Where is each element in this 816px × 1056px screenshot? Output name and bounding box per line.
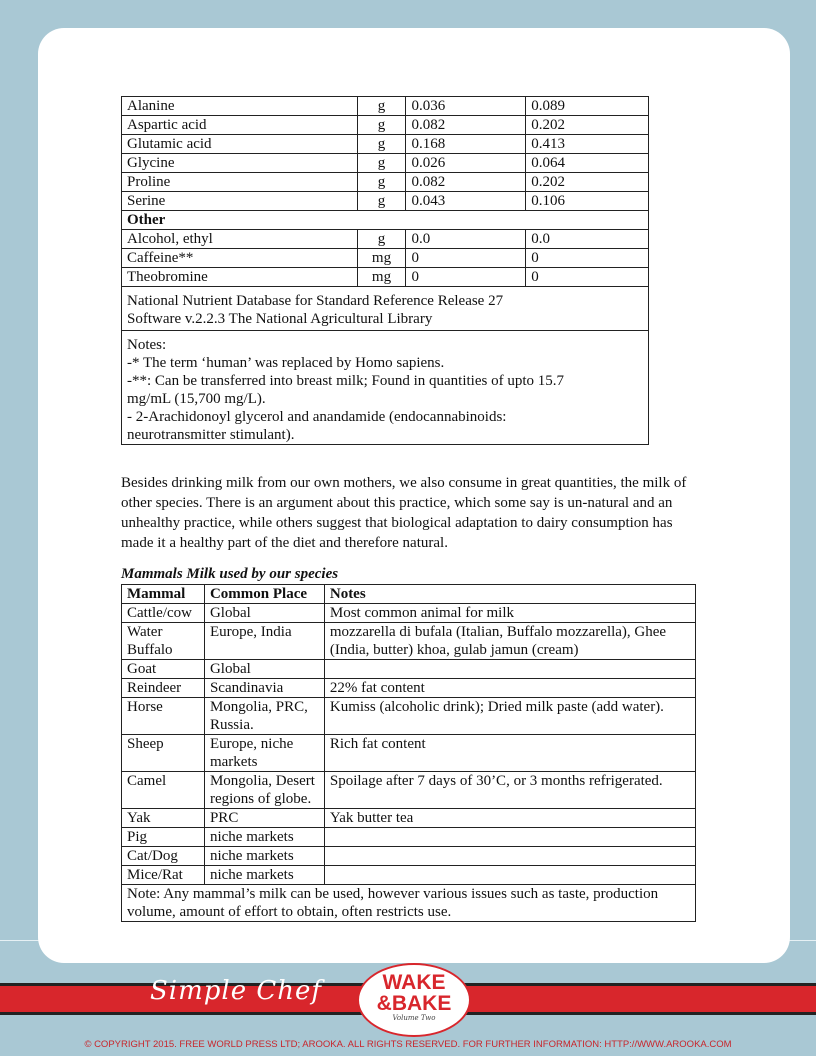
- mammal-name: Mice/Rat: [122, 866, 205, 885]
- common-place: niche markets: [204, 828, 324, 847]
- mammal-notes: 22% fat content: [324, 679, 695, 698]
- nutrient-unit: g: [357, 135, 406, 154]
- nutrient-row: [122, 249, 649, 268]
- nutrient-value: 0.413: [526, 135, 649, 154]
- nutrient-name: Glycine: [122, 154, 358, 173]
- logo-subtitle: Volume Two: [392, 1014, 436, 1022]
- mammal-name: Cattle/cow: [122, 604, 205, 623]
- nutrient-value: 0.036: [406, 97, 526, 116]
- nutrient-value: 0.043: [406, 192, 526, 211]
- brand-simple-chef: Simple Chef: [150, 976, 323, 1006]
- nutrient-row: [122, 173, 649, 192]
- nutrient-name: Theobromine: [122, 268, 358, 287]
- nutrient-name: Proline: [122, 173, 358, 192]
- mammal-notes: [324, 847, 695, 866]
- notes-line: neurotransmitter stimulant).: [127, 427, 295, 443]
- nutrient-row: [122, 268, 649, 287]
- notes-row: [122, 331, 649, 445]
- common-place: Global: [204, 660, 324, 679]
- notes-cell: [122, 331, 649, 445]
- nutrient-value: 0.064: [526, 154, 649, 173]
- nutrient-unit: g: [357, 154, 406, 173]
- nutrient-name: Glutamic acid: [122, 135, 358, 154]
- notes-line: -**: Can be transferred into breast milk; Found in quantities of upto 15.7: [127, 373, 565, 389]
- nutrient-row: [122, 192, 649, 211]
- notes-line: - 2-Arachidonoyl glycerol and anandamide (endocannabinoids:: [127, 409, 507, 425]
- mammal-header-row: [122, 585, 696, 604]
- notes-line: Notes:: [127, 337, 167, 353]
- nutrient-value: 0.0: [526, 230, 649, 249]
- common-place: niche markets: [204, 847, 324, 866]
- source-line: National Nutrient Database for Standard Reference Release 27: [127, 293, 504, 309]
- nutrient-name: Alanine: [122, 97, 358, 116]
- mammal-notes: Most common animal for milk: [324, 604, 695, 623]
- mammal-name: Water Buffalo: [122, 623, 205, 660]
- nutrient-value: 0.202: [526, 173, 649, 192]
- table-row: [122, 772, 696, 809]
- nutrient-value: 0: [406, 268, 526, 287]
- table-row: [122, 660, 696, 679]
- mammal-notes: [324, 828, 695, 847]
- nutrient-unit: g: [357, 116, 406, 135]
- common-place: Europe, India: [204, 623, 324, 660]
- body-paragraph: Besides drinking milk from our own mothers, we also consume in great quantities, the milk of other species. There is an argument about this practice, which some say is un-natural and an unhealthy practice, while others suggest that biological adaptation to dairy consumption has made it a healthy part of the diet and therefore natural.: [121, 475, 687, 551]
- common-place: Global: [204, 604, 324, 623]
- table-row: [122, 679, 696, 698]
- mammal-name: Sheep: [122, 735, 205, 772]
- nutrient-value: 0: [526, 249, 649, 268]
- common-place: Scandinavia: [204, 679, 324, 698]
- nutrient-unit: g: [357, 97, 406, 116]
- mammal-name: Yak: [122, 809, 205, 828]
- nutrient-name: Caffeine**: [122, 249, 358, 268]
- mammal-note: Note: Any mammal’s milk can be used, however various issues such as taste, production volume, amount of effort to obtain, often restricts use.: [122, 885, 696, 922]
- source-citation: [122, 287, 649, 331]
- nutrient-value: 0: [406, 249, 526, 268]
- nutrient-value: 0.168: [406, 135, 526, 154]
- mammal-notes: Spoilage after 7 days of 30’C, or 3 months refrigerated.: [324, 772, 695, 809]
- mammal-notes: Yak butter tea: [324, 809, 695, 828]
- nutrient-unit: g: [357, 230, 406, 249]
- column-header: Mammal: [122, 585, 205, 604]
- mammal-name: Camel: [122, 772, 205, 809]
- nutrient-row: [122, 97, 649, 116]
- table-row: [122, 623, 696, 660]
- mammal-notes: [324, 660, 695, 679]
- table-row: [122, 698, 696, 735]
- table-row: [122, 847, 696, 866]
- table-row: [122, 809, 696, 828]
- table-row: [122, 828, 696, 847]
- mammal-table-caption: Mammals Milk used by our species: [121, 566, 339, 582]
- nutrient-table: [121, 96, 649, 445]
- nutrient-name: Serine: [122, 192, 358, 211]
- other-header-row: [122, 211, 649, 230]
- mammal-note-row: [122, 885, 696, 922]
- column-header: Notes: [324, 585, 695, 604]
- mammal-notes: Kumiss (alcoholic drink); Dried milk paste (add water).: [324, 698, 695, 735]
- mammal-notes: [324, 866, 695, 885]
- mammal-name: Pig: [122, 828, 205, 847]
- mammal-notes: Rich fat content: [324, 735, 695, 772]
- section-header-other: Other: [122, 211, 649, 230]
- source-row: [122, 287, 649, 331]
- table-row: [122, 866, 696, 885]
- copyright-notice[interactable]: © COPYRIGHT 2015. FREE WORLD PRESS LTD; AROOKA. ALL RIGHTS RESERVED. FOR FURTHER INFORMATION: HTTP://WWW.AROOKA.COM: [84, 1039, 732, 1050]
- column-header: Common Place: [204, 585, 324, 604]
- common-place: Mongolia, Desert regions of globe.: [204, 772, 324, 809]
- nutrient-unit: mg: [357, 249, 406, 268]
- mammal-name: Horse: [122, 698, 205, 735]
- nutrient-row: [122, 135, 649, 154]
- nutrient-value: 0.026: [406, 154, 526, 173]
- common-place: Europe, niche markets: [204, 735, 324, 772]
- nutrient-unit: mg: [357, 268, 406, 287]
- mammal-name: Cat/Dog: [122, 847, 205, 866]
- nutrient-name: Alcohol, ethyl: [122, 230, 358, 249]
- mammal-name: Goat: [122, 660, 205, 679]
- notes-line: -* The term ‘human’ was replaced by Homo sapiens.: [127, 355, 445, 371]
- common-place: niche markets: [204, 866, 324, 885]
- nutrient-value: 0.106: [526, 192, 649, 211]
- nutrient-name: Aspartic acid: [122, 116, 358, 135]
- nutrient-row: [122, 154, 649, 173]
- notes-line: mg/mL (15,700 mg/L).: [127, 391, 266, 407]
- table-row: [122, 604, 696, 623]
- common-place: Mongolia, PRC, Russia.: [204, 698, 324, 735]
- nutrient-value: 0: [526, 268, 649, 287]
- nutrient-value: 0.0: [406, 230, 526, 249]
- nutrient-value: 0.089: [526, 97, 649, 116]
- nutrient-value: 0.082: [406, 173, 526, 192]
- nutrient-row: [122, 116, 649, 135]
- nutrient-value: 0.082: [406, 116, 526, 135]
- nutrient-unit: g: [357, 192, 406, 211]
- wake-and-bake-logo: [357, 963, 471, 1037]
- logo-line1: WAKE: [382, 971, 446, 994]
- nutrient-unit: g: [357, 173, 406, 192]
- nutrient-row: [122, 230, 649, 249]
- mammal-notes: mozzarella di bufala (Italian, Buffalo mozzarella), Ghee (India, butter) khoa, gulab jamun (cream): [324, 623, 695, 660]
- nutrient-value: 0.202: [526, 116, 649, 135]
- common-place: PRC: [204, 809, 324, 828]
- logo-line2: &BAKE: [376, 992, 452, 1015]
- mammal-table: [121, 584, 696, 922]
- table-row: [122, 735, 696, 772]
- mammal-name: Reindeer: [122, 679, 205, 698]
- source-line: Software v.2.2.3 The National Agricultural Library: [127, 311, 433, 327]
